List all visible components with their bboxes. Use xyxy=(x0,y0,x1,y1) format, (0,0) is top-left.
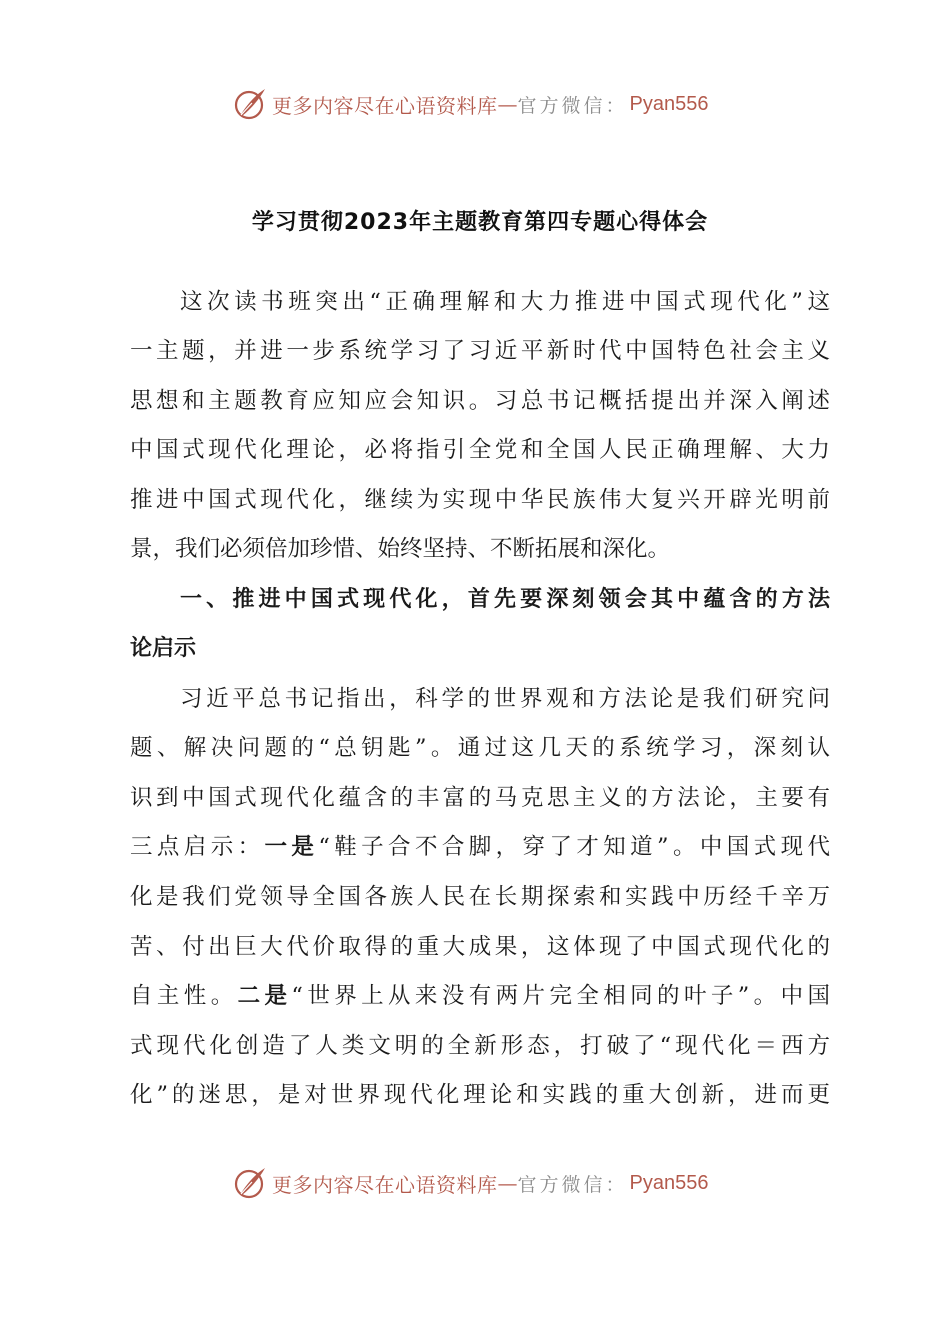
paragraph-line: 习近平总书记指出，科学的世界观和方法论是我们研究问 xyxy=(180,686,830,712)
paragraph-line: 景，我们必须倍加珍惜、始终坚持、不断拓展和深化。 xyxy=(130,536,671,562)
section-heading: 一、推进中国式现代化，首先要深刻领会其中蕴含的方法 xyxy=(180,587,830,612)
paragraph-line: 识到中国式现代化蕴含的丰富的马克思主义的方法论，主要有 xyxy=(130,785,830,811)
watermark-banner-top xyxy=(232,84,752,124)
inline-text: 自主性。 xyxy=(130,983,238,1009)
document-title: 学习贯彻2023年主题教育第四专题心得体会 xyxy=(251,210,709,235)
paragraph-line: 这次读书班突出“正确理解和大力推进中国式现代化”这 xyxy=(180,289,830,315)
watermark-brand: 更多内容尽在心语资料库 xyxy=(272,93,498,118)
quill-pen-icon xyxy=(232,1165,268,1201)
watermark-dash: — xyxy=(497,92,518,116)
watermark-dash: — xyxy=(497,1171,518,1195)
section-heading: 论启示 xyxy=(130,636,197,661)
paragraph-line: 题、解决问题的“总钥匙”。通过这几天的系统学习，深刻认 xyxy=(130,735,830,761)
paragraph-line: 推进中国式现代化，继续为实现中华民族伟大复兴开辟光明前 xyxy=(130,487,830,513)
paragraph-line: 思想和主题教育应知应会知识。习总书记概括提出并深入阐述 xyxy=(130,388,830,414)
paragraph-line: 化”的迷思，是对世界现代化理论和实践的重大创新，进而更 xyxy=(130,1082,830,1108)
paragraph-line: 化是我们党领导全国各族人民在长期探索和实践中历经千辛万 xyxy=(130,884,830,910)
paragraph-line xyxy=(130,832,830,862)
paragraph-line xyxy=(130,981,830,1011)
quill-pen-icon xyxy=(232,86,268,122)
paragraph-line: 苦、付出巨大代价取得的重大成果，这体现了中国式现代化的 xyxy=(130,934,830,960)
paragraph-line: 一主题，并进一步系统学习了习近平新时代中国特色社会主义 xyxy=(130,338,830,364)
watermark-official-label: 官方微信： xyxy=(517,94,628,117)
watermark-wechat-id: Pyan556 xyxy=(629,1171,709,1194)
watermark-brand: 更多内容尽在心语资料库 xyxy=(272,1172,498,1197)
inline-text: 三点启示： xyxy=(130,834,265,860)
watermark-banner-bottom xyxy=(232,1163,752,1203)
watermark-official-label: 官方微信： xyxy=(517,1173,628,1196)
inline-text: “鞋子合不合脚，穿了才知道”。中国式现代 xyxy=(318,834,830,860)
paragraph-line: 式现代化创造了人类文明的全新形态，打破了“现代化＝西方 xyxy=(130,1033,830,1059)
emphasis-text: 一是 xyxy=(264,834,319,860)
paragraph-line: 中国式现代化理论，必将指引全党和全国人民正确理解、大力 xyxy=(130,437,830,463)
emphasis-text: 二是 xyxy=(237,983,292,1009)
watermark-wechat-id: Pyan556 xyxy=(629,92,709,115)
inline-text: “世界上从来没有两片完全相同的叶子”。中国 xyxy=(291,983,830,1009)
